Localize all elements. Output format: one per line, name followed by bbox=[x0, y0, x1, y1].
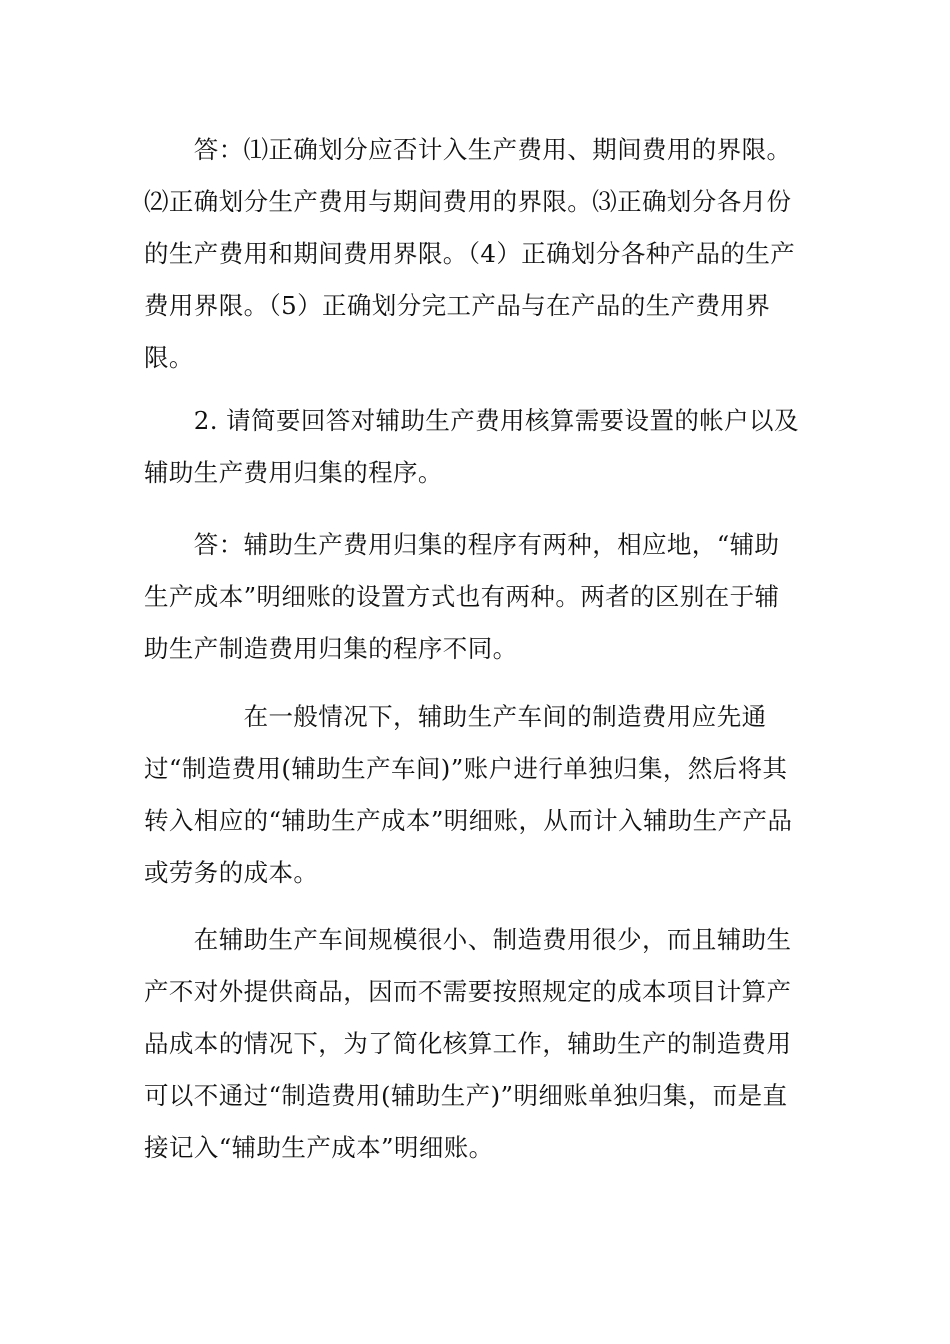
question-paragraph-2: 2. 请简要回答对辅助生产费用核算需要设置的帐户以及辅助生产费用归集的程序。 bbox=[144, 406, 799, 487]
body-paragraph-general-case: 在一般情况下，辅助生产车间的制造费用应先通过“制造费用(辅助生产车间)”账户进行单独归集，然后将其转入相应的“辅助生产成本”明细账，从而计入辅助生产产品或劳务的成本。 bbox=[144, 702, 793, 887]
answer-paragraph-2: 答：辅助生产费用归集的程序有两种，相应地，“辅助生产成本”明细账的设置方式也有两种。两者的区别在于辅助生产制造费用归集的程序不同。 bbox=[144, 530, 780, 663]
answer-paragraph-1: 答：⑴正确划分应否计入生产费用、期间费用的界限。⑵正确划分生产费用与期间费用的界限。⑶正确划分各月份的生产费用和期间费用界限。（4）正确划分各种产品的生产费用界限。（5）正确划分完工产品与在产品的生产费用界限。 bbox=[144, 135, 796, 372]
body-paragraph-small-workshop: 在辅助生产车间规模很小、制造费用很少，而且辅助生产不对外提供商品，因而不需要按照规定的成本项目计算产品成本的情况下，为了简化核算工作，辅助生产的制造费用可以不通过“制造费用(辅助生产)”明细账单独归集，而是直接记入“辅助生产成本”明细账。 bbox=[144, 925, 792, 1162]
